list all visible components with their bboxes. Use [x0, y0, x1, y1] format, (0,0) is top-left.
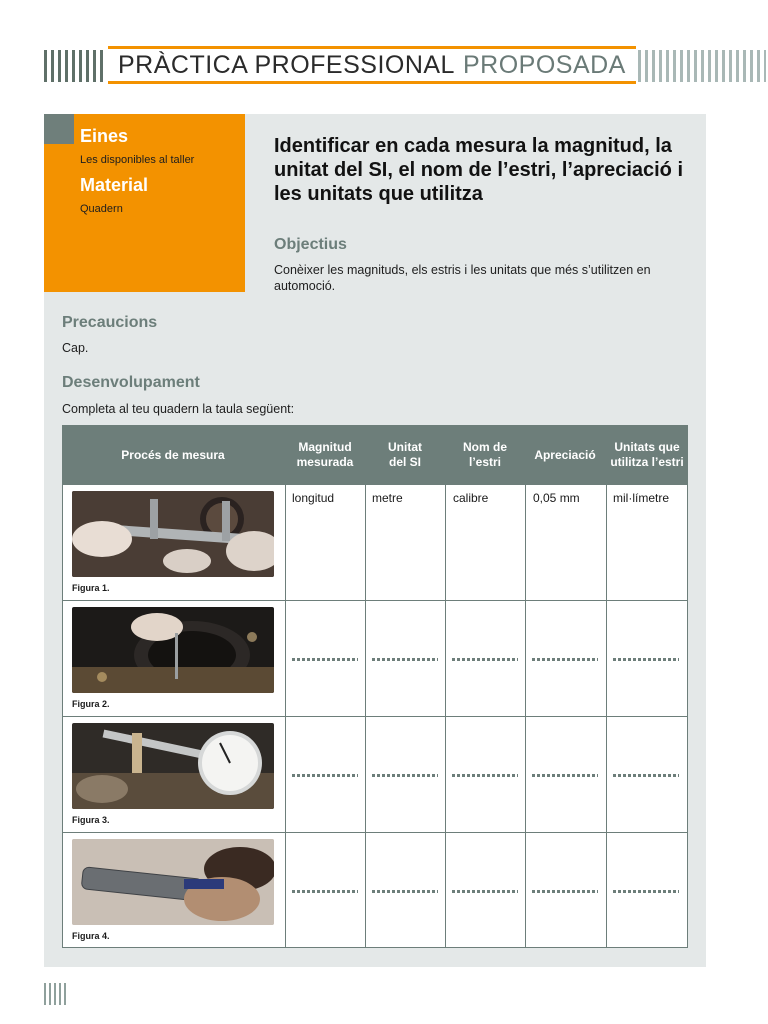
- header-precision: Apreciació: [534, 447, 596, 462]
- objective-heading: Objectius: [274, 236, 347, 253]
- header-title-main: PRÀCTICA PROFESSIONAL: [118, 50, 455, 79]
- blank-line: [532, 774, 598, 777]
- blank-line: [452, 658, 518, 661]
- blank-line: [613, 658, 679, 661]
- header-magnitude: Magnitud mesurada: [296, 440, 354, 469]
- header-tool-name: Nom de l’estri: [462, 440, 507, 469]
- measurement-table: [62, 425, 688, 948]
- tools-text: Les disponibles al taller: [80, 154, 195, 166]
- cell-magnitude: longitud: [292, 491, 335, 505]
- header-process: Procés de mesura: [121, 447, 225, 462]
- caliper-photo: [72, 491, 274, 577]
- header-title: [108, 46, 636, 84]
- page-header: [44, 46, 766, 88]
- header-stripes-right: [638, 50, 766, 82]
- cell-si-unit: metre: [372, 491, 403, 505]
- tools-materials-box: [44, 114, 245, 292]
- table-border-left: [62, 485, 63, 948]
- table-divider: [525, 485, 526, 948]
- table-row: [62, 601, 688, 717]
- table-row: [62, 833, 688, 948]
- cell-precision: 0,05 mm: [533, 491, 580, 505]
- blank-line: [292, 658, 358, 661]
- figure-caption: Figura 4.: [72, 931, 110, 941]
- dial-gauge-photo: [72, 723, 274, 809]
- cell-tool-name: calibre: [453, 491, 489, 505]
- cell-tool-units: mil·límetre: [613, 491, 669, 505]
- blank-line: [532, 890, 598, 893]
- box-corner-square: [44, 114, 74, 144]
- blank-line: [372, 890, 438, 893]
- figure-caption: Figura 3.: [72, 815, 110, 825]
- header-tool-units: Unitats que utilitza l’estri: [610, 440, 684, 469]
- page-title: Identificar en cada mesura la magnitud, la unitat del SI, el nom de l’estri, l’apreciació i les unitats que utilitza: [274, 135, 684, 205]
- table-divider: [285, 485, 286, 948]
- blank-line: [532, 658, 598, 661]
- blank-line: [292, 774, 358, 777]
- table-header: [62, 425, 688, 485]
- blank-line: [613, 774, 679, 777]
- table-divider: [445, 485, 446, 948]
- blank-line: [372, 658, 438, 661]
- blank-line: [292, 890, 358, 893]
- blank-line: [452, 774, 518, 777]
- header-stripes-left: [44, 50, 106, 82]
- blank-line: [452, 890, 518, 893]
- tools-heading: Eines: [80, 126, 129, 146]
- precautions-heading: Precaucions: [62, 314, 158, 331]
- header-si-unit: Unitat del SI: [388, 440, 422, 469]
- development-heading: Desenvolupament: [62, 374, 200, 391]
- material-text: Quadern: [80, 203, 123, 215]
- figure-caption: Figura 2.: [72, 699, 110, 709]
- table-border-right: [687, 485, 688, 948]
- blank-line: [613, 890, 679, 893]
- table-row: [62, 485, 688, 601]
- material-heading: Material: [80, 175, 149, 195]
- table-divider: [365, 485, 366, 948]
- table-divider: [606, 485, 607, 948]
- development-text: Completa al teu quadern la taula següent:: [62, 402, 295, 416]
- engine-cylinder-photo: [72, 607, 274, 693]
- table-row: [62, 717, 688, 833]
- footer-stripes: [44, 983, 68, 1005]
- bolt-gauge-photo: [72, 839, 274, 925]
- blank-line: [372, 774, 438, 777]
- header-title-accent: PROPOSADA: [462, 50, 626, 79]
- figure-caption: Figura 1.: [72, 583, 110, 593]
- objective-text: Conèixer les magnituds, els estris i les unitats que més s’utilitzen en automoció.: [274, 263, 651, 293]
- precautions-text: Cap.: [62, 341, 89, 355]
